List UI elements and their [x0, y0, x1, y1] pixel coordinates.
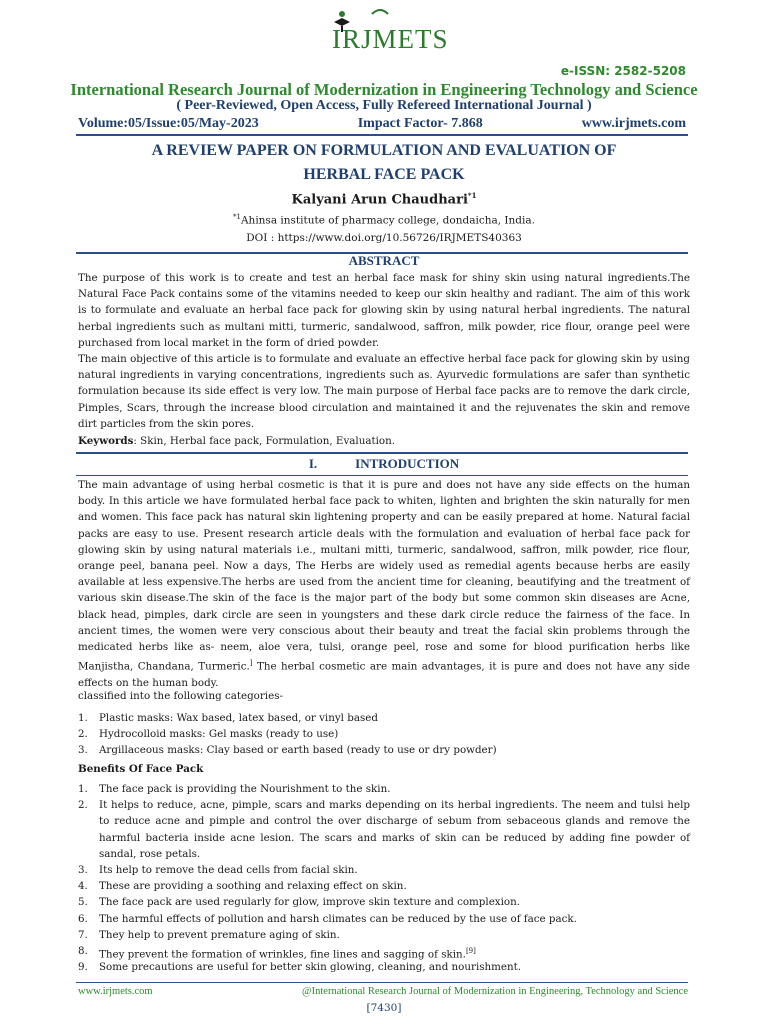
list-item-number: 7.: [78, 928, 88, 941]
volume: Volume:05/Issue:05/May-2023: [78, 116, 259, 131]
author: Kalyani Arun Chaudhari$^{*1}$: [291, 191, 477, 208]
list-item-number: 4.: [78, 880, 88, 893]
page-number: [7430]: [366, 1002, 402, 1014]
keywords: Keywords: Skin, Herbal face pack, Formulation, Evaluation.: [78, 435, 395, 447]
footer-divider: [76, 982, 688, 983]
doi[interactable]: DOI : https://www.doi.org/10.56726/IRJMETS40363: [246, 232, 522, 244]
list-item-text: Its help to remove the dead cells from facial skin.: [99, 864, 358, 876]
list-item: [78, 797, 690, 862]
list-item-text: Hydrocolloid masks: Gel masks (ready to use): [99, 728, 339, 741]
list-item-text: Plastic masks: Wax based, latex based, or vinyl based: [99, 712, 378, 724]
list-item: [78, 911, 690, 927]
list-item-text: Argillaceous masks: Clay based or earth based (ready to use or dry powder): [99, 744, 497, 757]
list-item: [78, 927, 690, 943]
classified-label: classified into the following categories-: [78, 690, 283, 702]
list-item-number: 8.: [78, 945, 88, 957]
list-item-number: 9.: [78, 961, 88, 974]
list-item: [78, 781, 690, 797]
affiliation: $^{*1}$Ahinsa institute of pharmacy college, dondaicha, India.: [233, 213, 535, 227]
list-item-number: 3.: [78, 864, 88, 876]
list-item-text: They help to prevent premature aging of skin.: [99, 928, 340, 941]
list-item-number: 2.: [78, 728, 88, 741]
list-item: [78, 894, 690, 910]
intro-divider-top: [76, 452, 688, 454]
list-item: [78, 959, 690, 975]
logo-wordmark: IRJMETS: [332, 24, 449, 54]
list-item-text: The face pack are used regularly for glow, improve skin texture and complexion.: [99, 896, 520, 909]
footer-website[interactable]: www.irjmets.com: [78, 986, 153, 997]
issn: e-ISSN: 2582-5208: [560, 64, 686, 78]
list-item-number: 3.: [78, 744, 88, 757]
abstract-paragraph-1: The purpose of this work is to create and test an herbal face mask for shiny skin using natural ingredients.The Natural Face Pack contains some of the vitamins needed to keep our skin healthy and radiant. The aim of this work is to formulate and evaluate an herbal face pack for glowing skin by using natural herbal ingredients. The natural herbal ingredients such as multani mitti, turmeric, sandalwood, saffron, milk powder, rice flour, orange peel were purchased from local market in the form of dried powder.: [78, 272, 690, 349]
intro-divider-bottom: [76, 475, 688, 476]
list-item-text: Some precautions are useful for better skin glowing, cleaning, and nourishment.: [99, 961, 522, 974]
list-item: [78, 862, 690, 878]
list-item-text: These are providing a soothing and relaxing effect on skin.: [99, 880, 407, 893]
paper-title-line1: A REVIEW PAPER ON FORMULATION AND EVALUATION OF: [151, 142, 617, 159]
abstract-heading: ABSTRACT: [348, 253, 420, 268]
header-divider: [76, 134, 688, 136]
list-item-text: The harmful effects of pollution and harsh climates can be reduced by the use of face pack.: [99, 912, 577, 925]
list-item: [78, 878, 690, 894]
journal-name: International Research Journal of Modernization in Engineering Technology and Science: [70, 80, 698, 99]
list-item-number: 6.: [78, 912, 88, 925]
list-item: [78, 710, 690, 726]
list-item-number: 2.: [78, 799, 88, 812]
footer-copyright: @International Research Journal of Modernization in Engineering, Technology and Science: [301, 986, 688, 997]
footer: [78, 986, 688, 997]
abstract-paragraph-2: The main objective of this article is to formulate and evaluate an effective herbal face pack for glowing skin by using natural ingredients in varying concentrations, ingredients such as. Ayurvedic formulations are safer than synthetic formulation because its side effect is very low. The main purpose of Herbal face packs are to remove the dark circle, Pimples, Scars, through the increase blood circulation and maintained it and the rejuvenates the skin and remove dirt particles from the skin pores.: [78, 353, 690, 430]
list-item-number: 1.: [78, 712, 88, 724]
header-website[interactable]: www.irjmets.com: [581, 116, 686, 131]
list-item-text: The face pack is providing the Nourishment to the skin.: [99, 783, 391, 795]
intro-body: The main advantage of using herbal cosmetic is that it is pure and does not have any side effects on the human body. In this article we have formulated herbal face pack to whiten, lighten and brighten the skin naturally for men and women. This face pack has natural skin lightening property and can be easily prepared at home. Natural facial packs are easy to use. Present research article deals with the formulation and evaluation of herbal face pack for glowing skin by using natural materials i.e., multani mitti, turmeric, sandalwood, saffron, milk powder, rice flour, orange peel, banana peel. Now a days, The Herbs are widely used as remedial agents because herbs are easily available at less expensive.The herbs are used from the ancient time for cleaning, beautifying and the treatment of various skin disease.The skin of the face is the major part of the body but some common skin diseases are Acne, black head, pimples, dark circle are seen in youngsters and these dark circle reduce the fairness of the face. In ancient times, the women were very conscious about their beauty and treat the facial skin problems through the medicated herbs like as- neem, aloe vera, tulsi, orange peel, rose and some for blood purification herbs like Manjistha, Chandana, Turmeric.] The herbal cosmetic are main advantages, it is pure and does not have any side effects on the human body.: [78, 479, 690, 689]
impact-factor: Impact Factor- 7.868: [357, 116, 483, 131]
section-heading-introduction: I. INTRODUCTION: [308, 456, 460, 471]
list-item: [78, 726, 690, 742]
benefits-heading: Benefits Of Face Pack: [78, 763, 204, 775]
paper-title-line2: HERBAL FACE PACK: [303, 166, 465, 183]
list-item-text: It helps to reduce, acne, pimple, scars and marks depending on its herbal ingredients. The neem and tulsi help to reduce acne and pimple and control the over discharge of sebum from sebaceous glands and remove the harmful bacteria inside acne lesion. The scars and marks of skin can be reduced by adding fine powder of sandal, rose petals.: [99, 799, 690, 860]
list-item-number: 5.: [78, 896, 88, 909]
list-item-number: 1.: [78, 783, 88, 795]
peer-review-note: ( Peer-Reviewed, Open Access, Fully Refereed International Journal ): [176, 98, 592, 113]
volume-row: [78, 116, 686, 132]
list-item-text: They prevent the formation of wrinkles, fine lines and sagging of skin.[9]: [99, 947, 476, 961]
list-item: [78, 742, 690, 758]
